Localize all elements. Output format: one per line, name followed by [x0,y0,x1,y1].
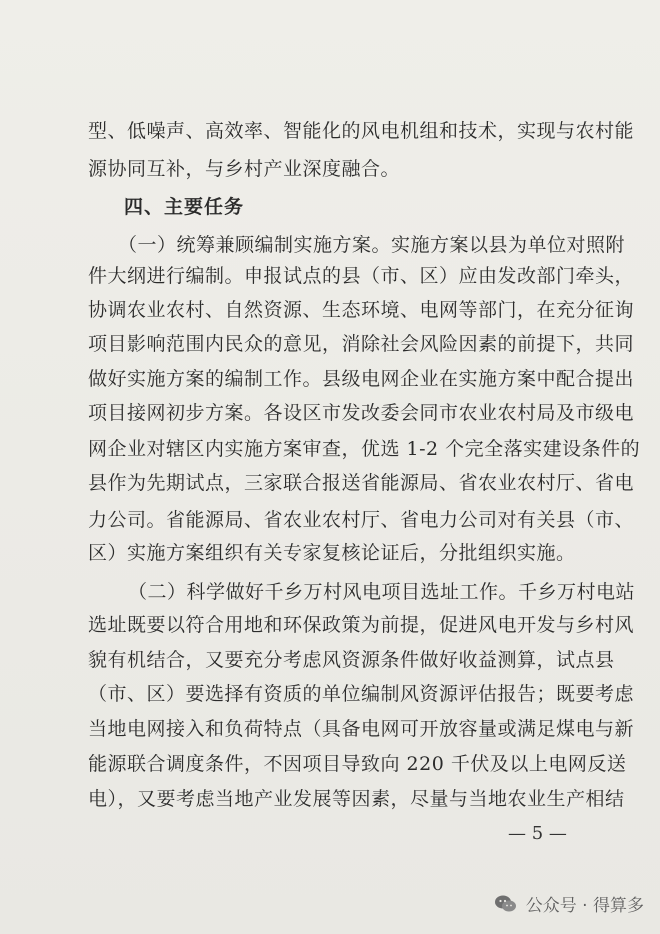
body-line: 件大纲进行编制。申报试点的县（市、区）应由发改部门牵头， [88,265,635,287]
body-line: 项目接网初步方案。各设区市发改委会同市农业农村局及市级电 [88,402,635,424]
wechat-icon [494,894,518,914]
watermark-text: 公众号 · 得算多 [525,896,644,916]
body-line: 做好实施方案的编制工作。县级电网企业在实施方案中配合提出 [88,368,635,390]
body-line: 电），又要考虑当地产业发展等因素，尽量与当地农业生产相结 [88,788,625,810]
page-number: — 5 — [508,823,567,844]
body-line: 县作为先期试点，三家联合报送省能源局、省农业农村厅、省电 [88,472,635,494]
body-line: （二）科学做好千乡万村风电项目选址工作。千乡万村电站 [128,581,636,603]
body-line: 协调农业农村、自然资源、生态环境、电网等部门，在充分征询 [88,299,635,321]
body-line: 当地电网接入和负荷特点（具备电网可开放容量或满足煤电与新 [88,718,635,740]
body-line: （一）统筹兼顾编制实施方案。实施方案以县为单位对照附 [118,234,626,256]
body-line: 源协同互补，与乡村产业深度融合。 [88,158,401,180]
body-line: （市、区）要选择有资质的单位编制风资源评估报告；既要考虑 [88,683,635,705]
body-line: 选址既要以符合用地和环保政策为前提，促进风电开发与乡村风 [88,614,635,636]
watermark [494,891,644,916]
body-line: 能源联合调度条件，不因项目导致向 220 千伏及以上电网反送 [88,753,627,775]
body-line: 区）实施方案组织有关专家复核论证后，分批组织实施。 [88,542,576,564]
body-line: 型、低噪声、高效率、智能化的风电机组和技术，实现与农村能 [88,120,635,142]
body-line: 网企业对辖区内实施方案审查，优选 1-2 个完全落实建设条件的 [88,438,641,460]
body-line: 力公司。省能源局、省农业农村厅、省电力公司对有关县（市、 [88,509,635,531]
body-line: 貌有机结合，又要充分考虑风资源条件做好收益测算，试点县 [88,649,615,671]
body-line: 项目影响范围内民众的意见，消除社会风险因素的前提下，共同 [88,333,635,355]
section-heading: 四、主要任务 [124,196,245,218]
